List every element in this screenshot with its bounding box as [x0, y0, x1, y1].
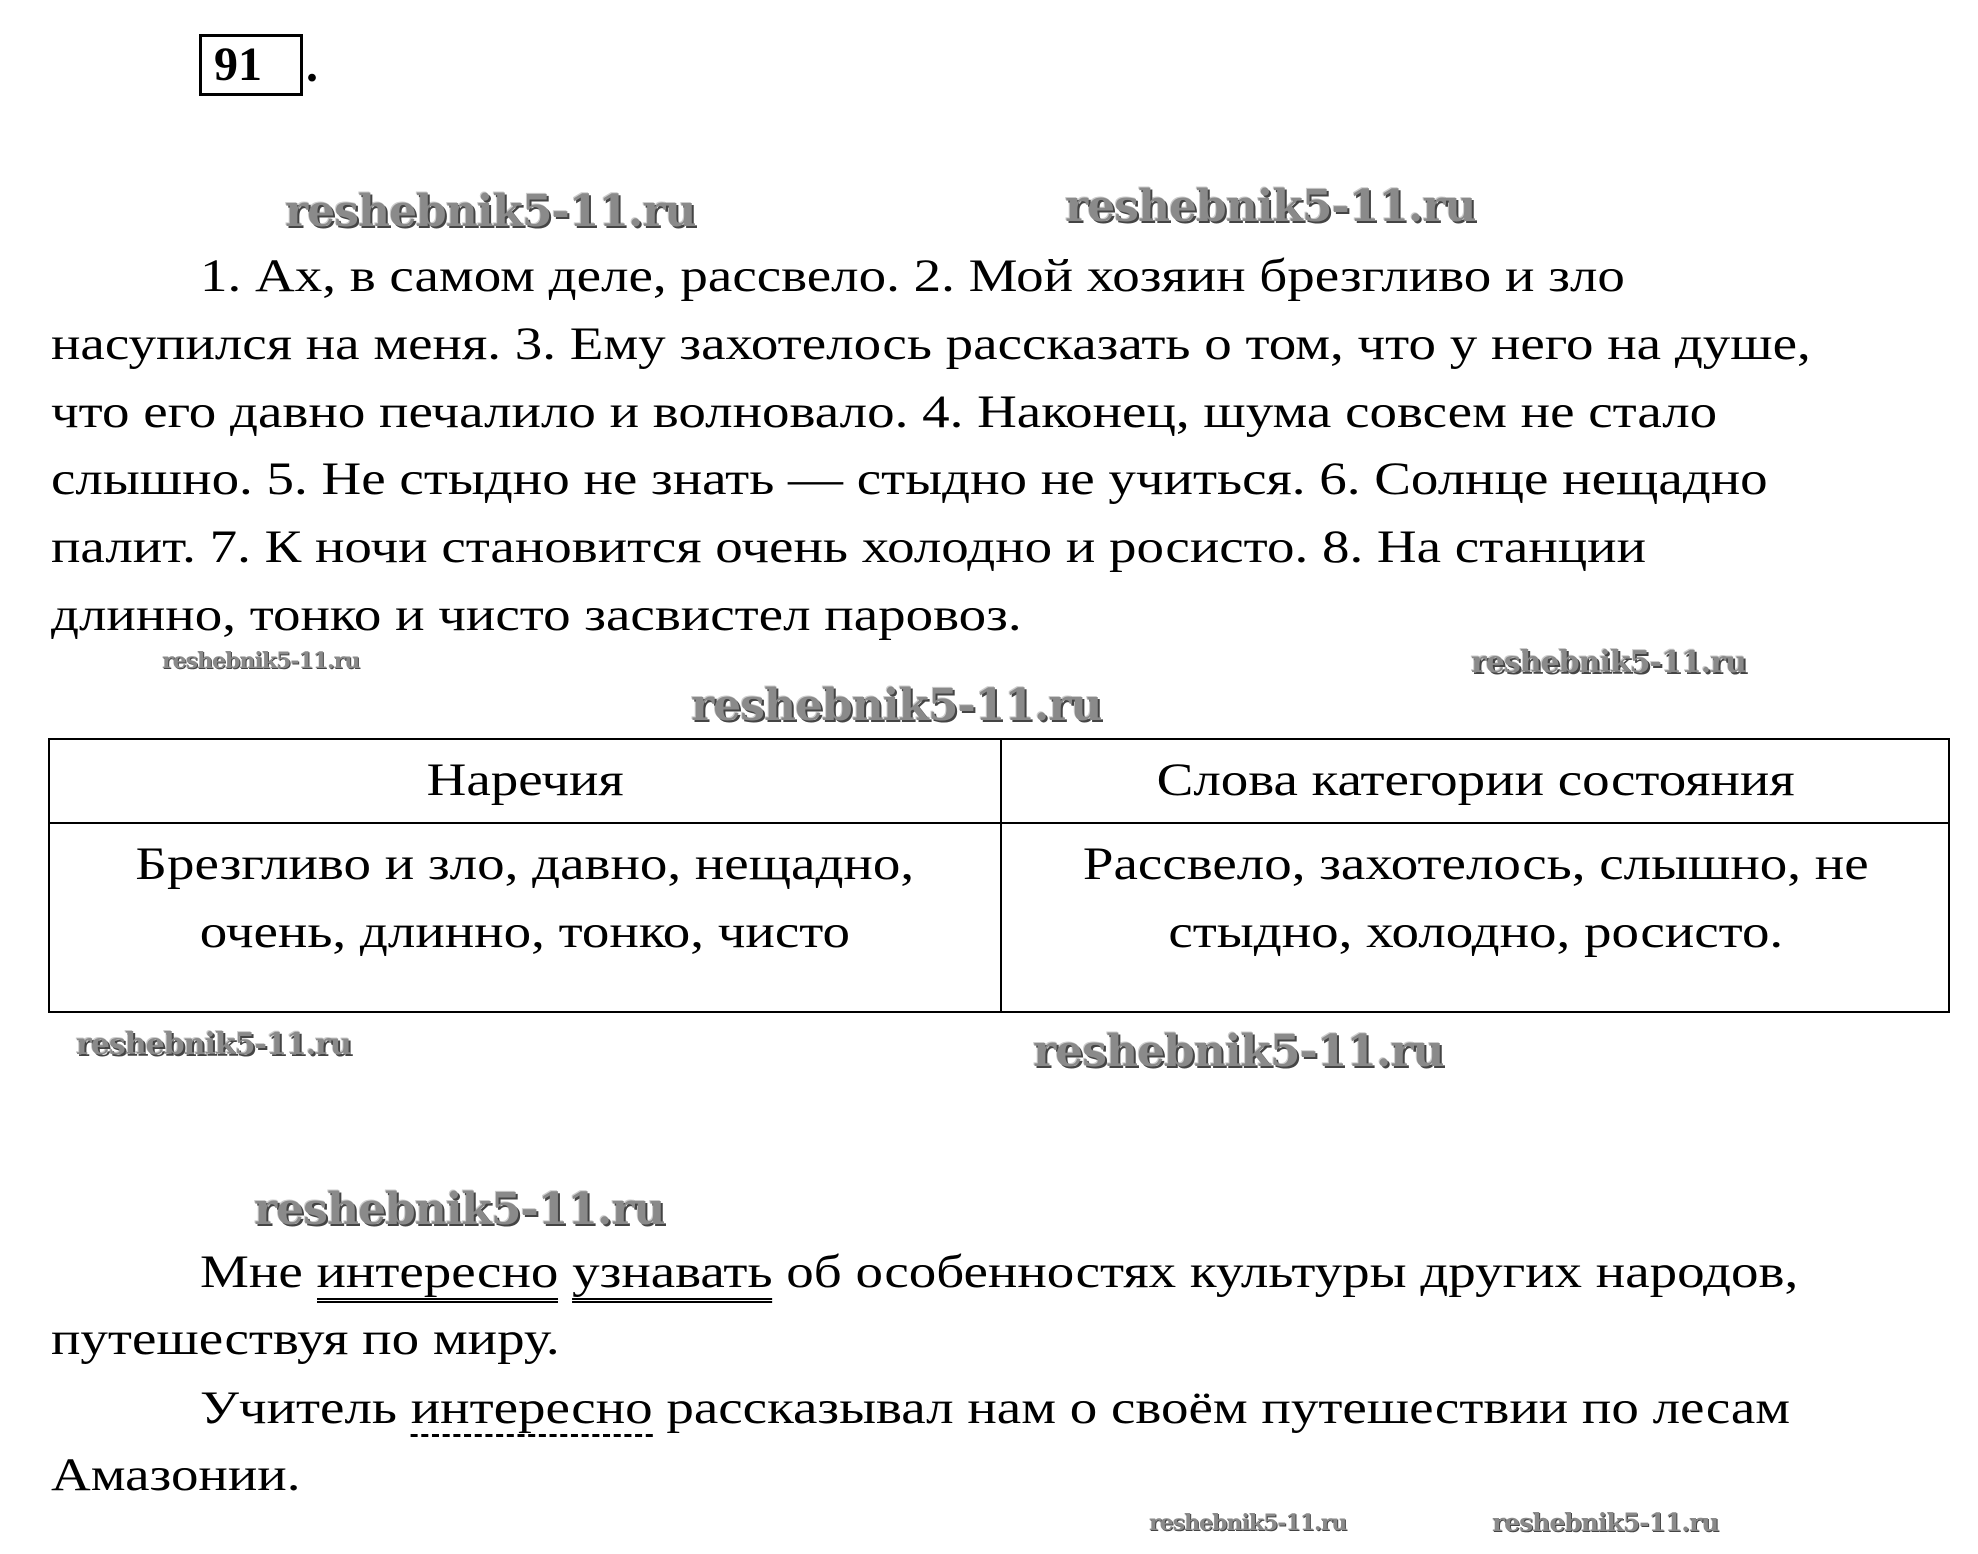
underlined-predicate-word: узнавать	[572, 1246, 772, 1303]
watermark: reshebnik5-11.ru	[285, 186, 696, 237]
paragraph1-line: 1. Ах, в самом деле, рассвело. 2. Мой хозяин брезгливо и зло	[200, 250, 1625, 302]
exercise-number: 91	[214, 38, 262, 91]
paragraph1-line: длинно, тонко и чисто засвистел паровоз.	[51, 589, 1022, 641]
watermark: reshebnik5-11.ru	[1471, 645, 1746, 680]
table-cell-state-words: Рассвело, захотелось, слышно, не стыдно, холодно, росисто.	[1083, 838, 1869, 958]
watermark: reshebnik5-11.ru	[162, 648, 360, 674]
watermark: reshebnik5-11.ru	[1492, 1508, 1719, 1537]
table-header-divider	[50, 822, 1948, 824]
exercise-number-dot: .	[306, 39, 318, 92]
watermark: reshebnik5-11.ru	[1149, 1510, 1347, 1536]
watermark: reshebnik5-11.ru	[76, 1027, 351, 1062]
watermark: reshebnik5-11.ru	[254, 1184, 665, 1235]
paragraph2-line: путешествуя по миру.	[51, 1313, 560, 1365]
paragraph1-line: палит. 7. К ночи становится очень холодно и росисто. 8. На станции	[51, 521, 1647, 573]
table-cell-adverbs: Брезгливо и зло, давно, нещадно, очень, длинно, тонко, чисто	[135, 838, 915, 958]
paragraph1-line: слышно. 5. Не стыдно не знать — стыдно не учиться. 6. Солнце нещадно	[51, 453, 1768, 505]
paragraph1-line: насупился на меня. 3. Ему захотелось рассказать о том, что у него на душе,	[51, 318, 1811, 370]
exercise-number-box	[199, 34, 303, 96]
underlined-adverbial-word: интересно	[411, 1382, 653, 1437]
underlined-predicate-word: интересно	[316, 1246, 558, 1303]
watermark: reshebnik5-11.ru	[1065, 181, 1476, 232]
watermark: reshebnik5-11.ru	[691, 680, 1102, 731]
paragraph3-line: Учитель интересно рассказывал нам о своём путешествии по лесам	[200, 1380, 1790, 1436]
classification-table	[48, 738, 1950, 1013]
paragraph2-line: Мне интересно узнавать об особенностях культуры других народов,	[200, 1244, 1798, 1300]
table-header-adverbs: Наречия	[426, 754, 624, 806]
watermark: reshebnik5-11.ru	[1033, 1026, 1444, 1077]
table-header-state-words: Слова категории состояния	[1157, 754, 1795, 806]
paragraph3-line: Амазонии.	[51, 1449, 301, 1501]
paragraph1-line: что его давно печалило и волновало. 4. Наконец, шума совсем не стало	[51, 386, 1718, 438]
